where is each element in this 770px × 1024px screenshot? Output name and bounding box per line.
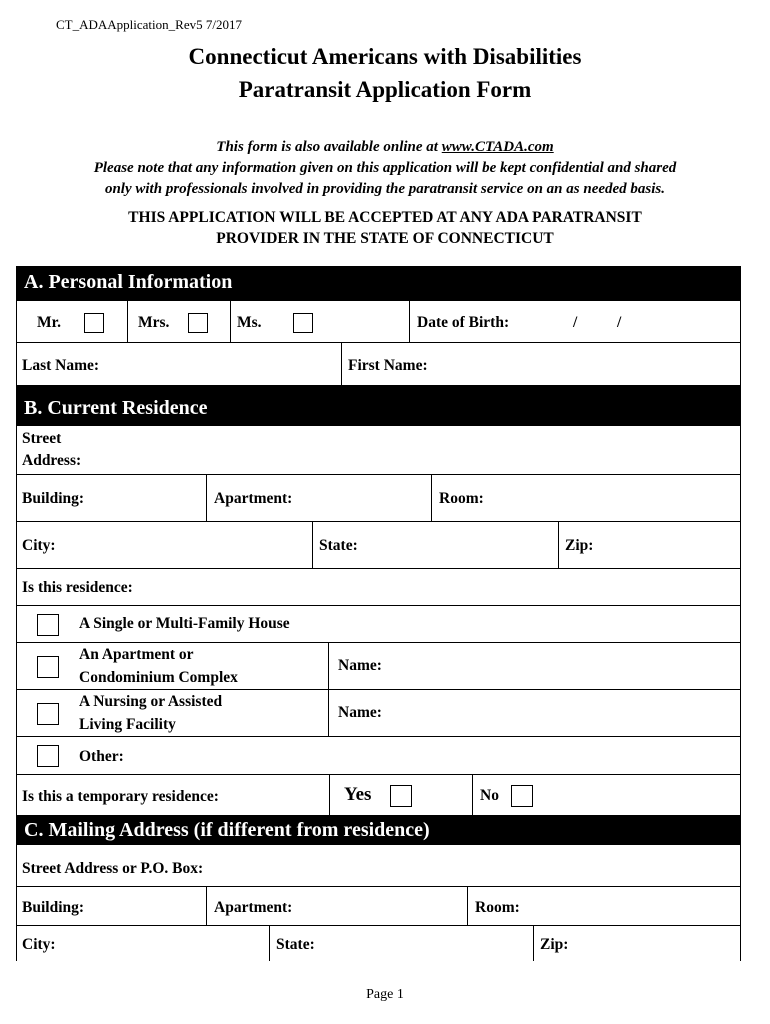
mailing-street-label: Street Address or P.O. Box: — [22, 860, 204, 877]
form-title-line2: Paratransit Application Form — [238, 77, 532, 102]
website-link[interactable]: www.CTADA.com — [441, 139, 554, 155]
mrs-checkbox[interactable] — [188, 313, 208, 333]
apartment-option-line2: Condominium Complex — [79, 669, 238, 686]
ms-checkbox[interactable] — [293, 313, 313, 333]
apartment-option-line1: An Apartment or — [79, 646, 194, 663]
online-notice — [0, 139, 770, 156]
house-option-label: A Single or Multi-Family House — [79, 615, 290, 632]
other-option-label: Other: — [79, 748, 124, 765]
mailing-city-row — [17, 926, 740, 961]
page-number: Page 1 — [366, 987, 404, 1002]
mr-checkbox[interactable] — [84, 313, 104, 333]
zip-label: Zip: — [565, 537, 594, 554]
first-name-label: First Name: — [348, 357, 428, 374]
street-address-row — [17, 426, 740, 475]
confidential-notice-line2: only with professionals involved in providing the paratransit service on an as needed basis. — [104, 181, 666, 197]
mailing-building-row — [17, 887, 740, 926]
temporary-residence-row — [17, 775, 740, 816]
name-row — [17, 343, 740, 386]
dob-separator-2: / — [617, 314, 622, 331]
accepted-notice-line1: THIS APPLICATION WILL BE ACCEPTED AT ANY ADA PARATRANSIT — [128, 209, 642, 226]
no-checkbox[interactable] — [511, 785, 533, 807]
apartment-option-row — [17, 643, 740, 690]
mailing-zip-label: Zip: — [540, 936, 569, 953]
mailing-street-row — [17, 845, 740, 887]
mailing-city-label: City: — [22, 936, 56, 953]
last-name-label: Last Name: — [22, 357, 100, 374]
dob-separator-1: / — [573, 314, 578, 331]
document-code: CT_ADAApplication_Rev5 7/2017 — [56, 17, 242, 32]
building-row — [17, 475, 740, 522]
confidential-notice-line1: Please note that any information given on this application will be kept confidential and shared — [93, 160, 677, 176]
address-label: Address: — [22, 452, 82, 469]
application-form — [16, 266, 741, 961]
house-option-row — [17, 606, 740, 643]
nursing-option-line2: Living Facility — [79, 716, 176, 733]
section-c-header: C. Mailing Address (if different from residence) — [17, 816, 740, 845]
state-label: State: — [319, 537, 358, 554]
online-notice-text: This form is also available online at — [216, 139, 442, 155]
apartment-complex-checkbox[interactable] — [37, 656, 59, 678]
section-b-header: B. Current Residence — [17, 386, 740, 426]
nursing-option-line1: A Nursing or Assisted — [79, 693, 223, 710]
apartment-name-label: Name: — [338, 657, 382, 674]
mrs-label: Mrs. — [138, 314, 170, 331]
salutation-row — [17, 301, 740, 343]
apartment-label: Apartment: — [214, 490, 293, 507]
yes-checkbox[interactable] — [390, 785, 412, 807]
dob-label: Date of Birth: — [417, 314, 510, 331]
form-title-line1: Connecticut Americans with Disabilities — [188, 44, 582, 69]
no-label: No — [480, 787, 499, 804]
other-option-row — [17, 737, 740, 775]
residence-type-label: Is this residence: — [22, 579, 133, 596]
mailing-apartment-label: Apartment: — [214, 899, 293, 916]
other-checkbox[interactable] — [37, 745, 59, 767]
street-label: Street — [22, 430, 62, 447]
mailing-building-label: Building: — [22, 899, 85, 916]
mailing-state-label: State: — [276, 936, 315, 953]
mailing-room-label: Room: — [475, 899, 520, 916]
section-a-header: A. Personal Information — [17, 266, 740, 301]
room-label: Room: — [439, 490, 484, 507]
temporary-residence-label: Is this a temporary residence: — [22, 788, 219, 805]
ms-label: Ms. — [237, 314, 262, 331]
residence-type-row — [17, 569, 740, 606]
nursing-option-row — [17, 690, 740, 737]
nursing-facility-checkbox[interactable] — [37, 703, 59, 725]
yes-label: Yes — [344, 784, 372, 805]
mr-label: Mr. — [37, 314, 61, 331]
facility-name-label: Name: — [338, 704, 382, 721]
city-row — [17, 522, 740, 569]
city-label: City: — [22, 537, 56, 554]
building-label: Building: — [22, 490, 85, 507]
house-checkbox[interactable] — [37, 614, 59, 636]
accepted-notice-line2: PROVIDER IN THE STATE OF CONNECTICUT — [216, 230, 554, 247]
